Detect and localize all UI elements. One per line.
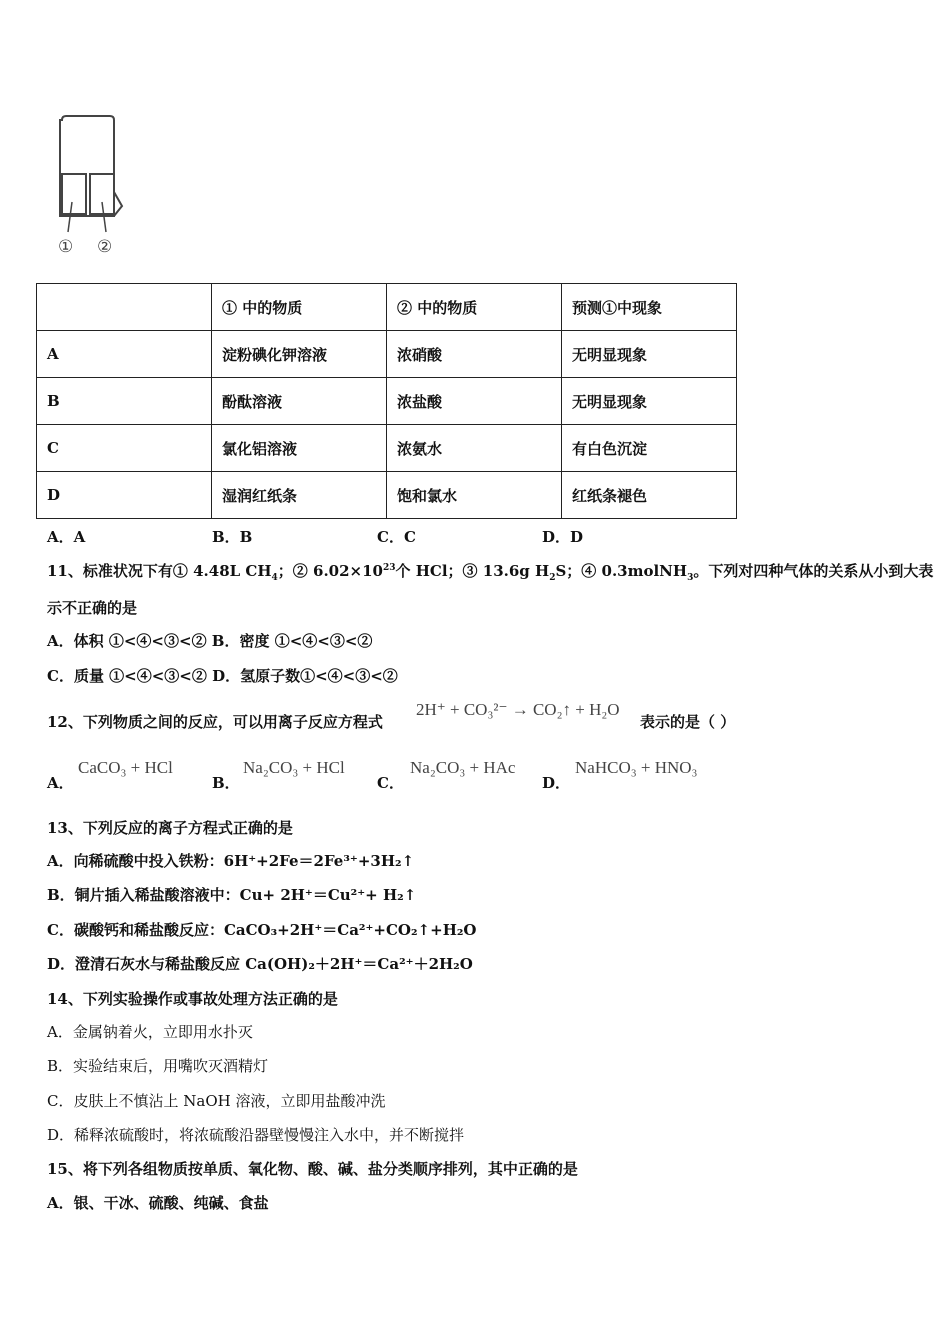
table-cell: 无明显现象 <box>562 331 737 378</box>
table-header-row <box>37 284 737 331</box>
q13-stem: 13、下列反应的离子方程式正确的是 <box>47 819 293 837</box>
table-cell: B <box>37 378 212 425</box>
figure-label-1: ① <box>58 237 74 257</box>
q13-option-d: D．澄清石灰水与稀盐酸反应 Ca(OH)₂＋2H⁺＝Ca²⁺＋2H₂O <box>47 955 473 973</box>
q12-option-b-label: B． <box>212 774 240 792</box>
apparatus-figure <box>50 112 140 260</box>
table-cell: D <box>37 472 212 519</box>
q11-options-line2: C．质量 ①<④<③<② D．氢原子数①<④<③<② <box>47 667 398 685</box>
table-cell: C <box>37 425 212 472</box>
q11-stem: 11、标准状况下有① 4.48L $CH_4$；② $6.02\times 10^{23}$个 HCl；③ 13.6g $H_2S$；④ 0.3molNH$_3$。下列对四种气体的关系从小到大表 <box>47 562 934 583</box>
q11-stem-line2: 示不正确的是 <box>47 599 138 617</box>
table-cell: 湿润红纸条 <box>212 472 387 519</box>
q15-stem: 15、将下列各组物质按单质、氧化物、酸、碱、盐分类顺序排列，其中正确的是 <box>47 1160 578 1178</box>
q13-option-a: A．向稀硫酸中投入铁粉：6H⁺+2Fe＝2Fe³⁺+3H₂↑ <box>47 852 415 870</box>
q12-option-b-formula: Na₂CO₃ + HCl <box>243 758 345 777</box>
q12-option-d-label: D． <box>542 774 571 792</box>
table-cell: ① 中的物质 <box>212 284 387 331</box>
table-cell: 淀粉碘化钾溶液 <box>212 331 387 378</box>
table-cell: A <box>37 331 212 378</box>
table-cell: 浓硝酸 <box>387 331 562 378</box>
experiment-table <box>36 283 737 519</box>
q14-stem: 14、下列实验操作或事故处理方法正确的是 <box>47 990 338 1008</box>
q12-option-c-formula: Na₂CO₃ + HAc <box>410 758 516 777</box>
table-cell: 红纸条褪色 <box>562 472 737 519</box>
table-cell: 浓氨水 <box>387 425 562 472</box>
option-c: C．C <box>377 528 416 546</box>
q13-option-c: C．碳酸钙和稀盐酸反应：CaCO₃+2H⁺＝Ca²⁺+CO₂↑+H₂O <box>47 921 477 939</box>
q12-option-d-formula: NaHCO₃ + HNO₃ <box>575 758 698 777</box>
table-cell <box>37 284 212 331</box>
q12-stem: 12、下列物质之间的反应，可以用离子反应方程式 <box>47 713 383 731</box>
q14-option-a: A．金属钠着火，立即用水扑灭 <box>47 1023 253 1041</box>
q11-options-line1: A．体积 ①<④<③<② B．密度 ①<④<③<② <box>47 632 373 650</box>
option-a: A．A <box>47 528 86 546</box>
q12-option-c-label: C． <box>377 774 404 792</box>
table-row <box>37 425 737 472</box>
q13-option-b: B．铜片插入稀盐酸溶液中：Cu+ 2H⁺＝Cu²⁺+ H₂↑ <box>47 886 417 904</box>
q12-option-a-label: A． <box>47 774 74 792</box>
table-cell: 饱和氯水 <box>387 472 562 519</box>
table-cell: 浓盐酸 <box>387 378 562 425</box>
q12-option-a-formula: CaCO₃ + HCl <box>78 758 173 777</box>
q15-option-a: A．银、干冰、硫酸、纯碱、食盐 <box>47 1194 269 1212</box>
table-cell: 预测①中现象 <box>562 284 737 331</box>
table-cell: 氯化铝溶液 <box>212 425 387 472</box>
table-cell: 无明显现象 <box>562 378 737 425</box>
table-row <box>37 378 737 425</box>
figure-label-2: ② <box>97 237 113 257</box>
table-cell: 酚酞溶液 <box>212 378 387 425</box>
table-row <box>37 472 737 519</box>
option-d: D．D <box>542 528 584 546</box>
table-cell: 有白色沉淀 <box>562 425 737 472</box>
q12-equation: 2H⁺ + CO₃²⁻ → CO₂↑ + H₂O <box>416 700 620 719</box>
q14-option-c: C．皮肤上不慎沾上 NaOH 溶液，立即用盐酸冲洗 <box>47 1092 386 1110</box>
table-cell: ② 中的物质 <box>387 284 562 331</box>
q14-option-d: D．稀释浓硫酸时，将浓硫酸沿器壁慢慢注入水中，并不断搅拌 <box>47 1126 465 1144</box>
option-b: B．B <box>212 528 253 546</box>
q14-option-b: B．实验结束后，用嘴吹灭酒精灯 <box>47 1057 269 1075</box>
table-row <box>37 331 737 378</box>
q12-stem-end: 表示的是（ ） <box>640 713 736 731</box>
